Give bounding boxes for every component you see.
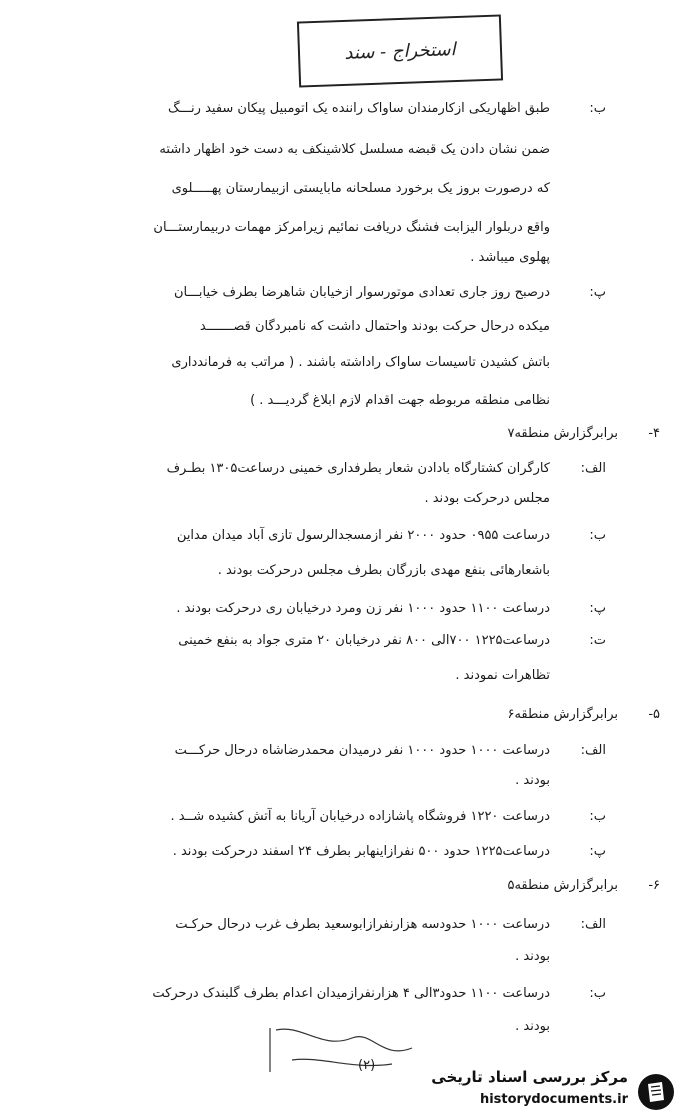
body-line: بودند . xyxy=(515,1019,550,1034)
body-line: درساعت ۱۱۰۰ حدود ۱۰۰۰ نفر زن ومرد درخیابان ری درحرکت بودند . xyxy=(176,601,550,616)
body-line: درساعت ۱۲۲۰ فروشگاه پاشازاده درخیابان آریانا به آتش کشیده شــد . xyxy=(170,809,550,824)
body-line: درساعت۱۲۲۵ ۷۰۰الی ۸۰۰ نفر درخیابان ۲۰ متری جواد به بنفع خمینی xyxy=(178,633,550,648)
archive-logo-icon xyxy=(636,1072,676,1112)
body-line: کارگران کشتارگاه بادادن شعار بطرفداری خمینی درساعت۱۳۰۵ بطـرف xyxy=(166,461,550,476)
watermark-url: historydocuments.ir xyxy=(479,1092,628,1107)
page-number: (۲) xyxy=(358,1058,376,1073)
section-title: برابرگزارش منطقه۶ xyxy=(507,707,618,722)
section-title: برابرگزارش منطقه۷ xyxy=(507,426,618,441)
body-line: باتش کشیدن تاسیسات ساواک راداشته باشند . ( مراتب به فرماندداری xyxy=(171,355,550,370)
body-line: میکده درحال حرکت بودند واحتمال داشت که نامبردگان قصـــــــد xyxy=(199,319,550,334)
item-marker: ب: xyxy=(589,809,606,824)
item-marker: الف: xyxy=(580,917,606,932)
body-line: واقع دربلوار الیزابت فشنگ دریافت نمائیم زیرامرکز مهمات دربیمارستـــان xyxy=(153,220,550,235)
body-line: درساعت ۰۹۵۵ حدود ۲۰۰۰ نفر ازمسجدالرسول تازی آباد میدان مداین xyxy=(176,528,550,543)
archive-stamp xyxy=(297,14,503,87)
body-line: که درصورت بروز یک برخورد مسلحانه مابایستی ازبیمارستان پهـــــلوی xyxy=(171,181,550,196)
stamp-text: استخراج - سند xyxy=(344,38,456,64)
body-line: ضمن نشان دادن یک قبضه مسلسل کلاشینکف به دست خود اظهار داشته xyxy=(159,142,550,157)
section-number: ۴- xyxy=(648,426,660,441)
item-marker: الف: xyxy=(580,461,606,476)
body-line: بودند . xyxy=(515,949,550,964)
watermark-title: مرکز بررسی اسناد تاریخی xyxy=(431,1068,628,1086)
item-marker: پ: xyxy=(589,844,606,859)
body-line: طبق اظهاریکی ازکارمندان ساواک راننده یک اتومبیل پیکان سفید رنـــگ xyxy=(167,101,550,116)
item-marker: ب: xyxy=(589,528,606,543)
body-line: مجلس درحرکت بودند . xyxy=(424,491,550,506)
item-marker: پ: xyxy=(589,285,606,300)
body-line: درساعت ۱۱۰۰ حدود۳الی ۴ هزارنفرازمیدان اعدام بطرف گلبندک درحرکت xyxy=(152,986,550,1001)
item-marker: پ: xyxy=(589,601,606,616)
body-line: پهلوی میباشد . xyxy=(470,250,550,265)
section-title: برابرگزارش منطقه۵ xyxy=(507,878,618,893)
item-marker: الف: xyxy=(580,743,606,758)
item-marker: ب: xyxy=(589,986,606,1001)
body-line: درساعت۱۲۲۵ حدود ۵۰۰ نفرازاینهابر بطرف ۲۴ اسفند درحرکت بودند . xyxy=(172,844,550,859)
section-number: ۶- xyxy=(648,878,660,893)
item-marker: ب: xyxy=(589,101,606,116)
body-line: بودند . xyxy=(515,773,550,788)
body-line: درصبح روز جاری تعدادی موتورسوار ازخیابان شاهرضا بطرف خیابـــان xyxy=(173,285,550,300)
body-line: درساعت ۱۰۰۰ حدود ۱۰۰۰ نفر درمیدان محمدرضاشاه درحال حرکـــت xyxy=(174,743,550,758)
body-line: درساعت ۱۰۰۰ حدودسه هزارنفرازابوسعید بطرف غرب درحال حرکـت xyxy=(175,917,550,932)
body-line: نظامی منطقه مربوطه جهت اقدام لازم ابلاغ گردیـــد . ) xyxy=(250,393,550,408)
body-line: باشعارهائی بنفع مهدی بازرگان بطرف مجلس درحرکت بودند . xyxy=(217,563,550,578)
section-number: ۵- xyxy=(648,707,660,722)
body-line: تظاهرات نمودند . xyxy=(455,668,550,683)
item-marker: ت: xyxy=(589,633,606,648)
